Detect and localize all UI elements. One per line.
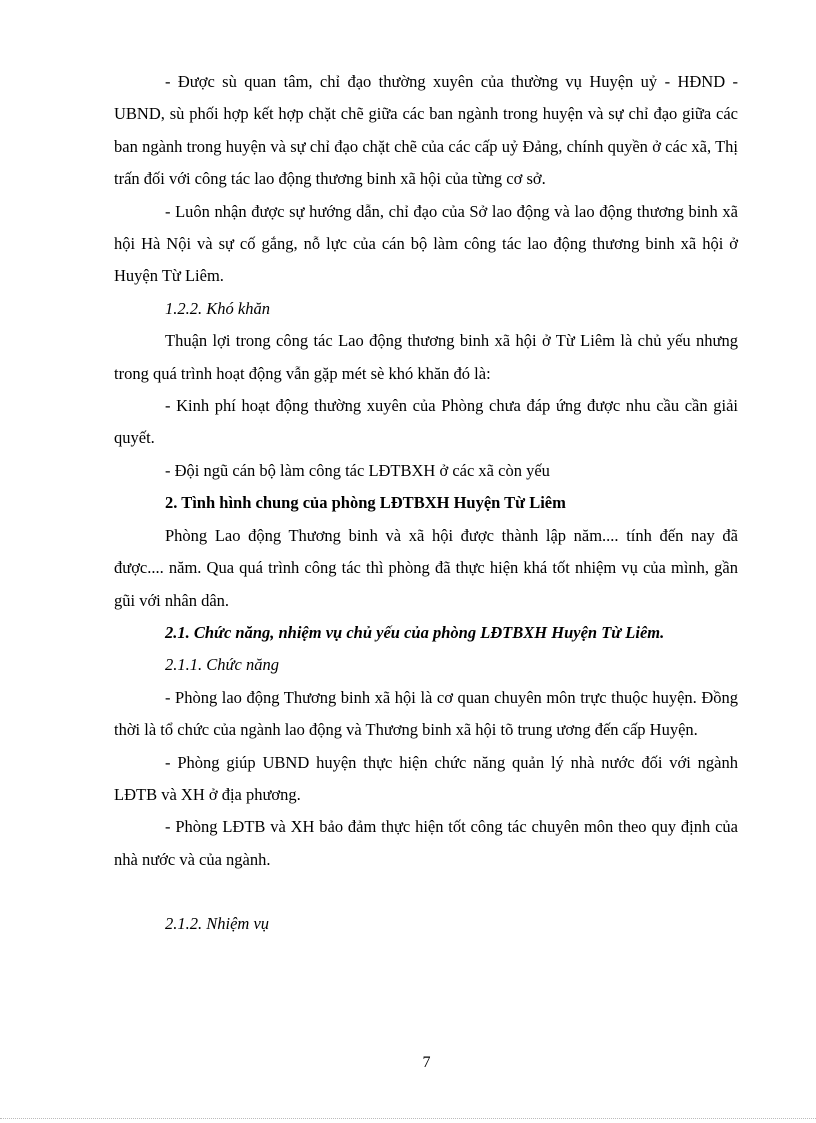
paragraph-function-1: - Phòng lao động Thương binh xã hội là cơ quan chuyên môn trực thuộc huyện. Đồng thời là tổ chức của ngành lao động và Thương binh xã hội tõ trung ương đến cấp Huyện. (114, 687, 738, 740)
paragraph-difficulty-1: - Kinh phí hoạt động thường xuyên của Phòng chưa đáp ứng được nhu cầu cần giải quyết. (114, 396, 738, 448)
paragraph-difficulty-2: - Đội ngũ cán bộ làm công tác LĐTBXH ở các xã còn yếu (165, 460, 550, 480)
heading-2-1-2: 2.1.2. Nhiệm vụ (165, 914, 270, 934)
paragraph-advantage-1: - Được sù quan tâm, chỉ đạo thường xuyên của thường vụ Huyện uỷ - HĐND - UBND, sù phối hợp kết hợp chặt chẽ giữa các ban ngành trong huyện và sự chỉ đạo giữa các ban ngành trong huyện và sự chỉ đạo chặt chẽ của các cấp uỷ Đảng, chính quyền ở các xã, Thị trấn đối với công tác lao động thương binh xã hội của từng cơ sở. (114, 72, 738, 189)
heading-1-2-2: 1.2.2. Khó khăn (165, 298, 270, 318)
page-bottom-divider (0, 1118, 816, 1119)
document-body (114, 66, 738, 941)
page-number: 7 (422, 1054, 431, 1071)
paragraph-general: Phòng Lao động Thương binh và xã hội được thành lập năm.... tính đến nay đã được.... năm. Qua quá trình công tác thì phòng đã thực hiện khá tốt nhiệm vụ của mình, gần gũi với nhân dân. (114, 525, 738, 610)
paragraph-advantage-2: - Luôn nhận được sự hướng dẫn, chỉ đạo của Sở lao động và lao động thương binh xã hội Hà Nội và sự cố gắng, nỗ lực của cán bộ làm công tác lao động thương binh xã hội ở Huyện Từ Liêm. (114, 201, 738, 286)
paragraph-function-2: - Phòng giúp UBND huyện thực hiện chức năng quản lý nhà nước đối với ngành LĐTB và XH ở địa phương. (114, 752, 738, 804)
heading-2-1: 2.1. Chức năng, nhiệm vụ chủ yếu của phòng LĐTBXH Huyện Từ Liêm. (165, 622, 665, 642)
heading-2-1-1: 2.1.1. Chức năng (165, 655, 279, 675)
paragraph-difficulty-intro: Thuận lợi trong công tác Lao động thương binh xã hội ở Từ Liêm là chủ yếu nhưng trong quá trình hoạt động vẫn gặp mét sè khó khăn đó là: (114, 331, 738, 383)
paragraph-function-3: - Phòng LĐTB và XH bảo đảm thực hiện tốt công tác chuyên môn theo quy định của nhà nước và của ngành. (114, 817, 738, 869)
heading-2: 2. Tình hình chung của phòng LĐTBXH Huyện Từ Liêm (165, 493, 566, 513)
spacer (114, 876, 738, 908)
